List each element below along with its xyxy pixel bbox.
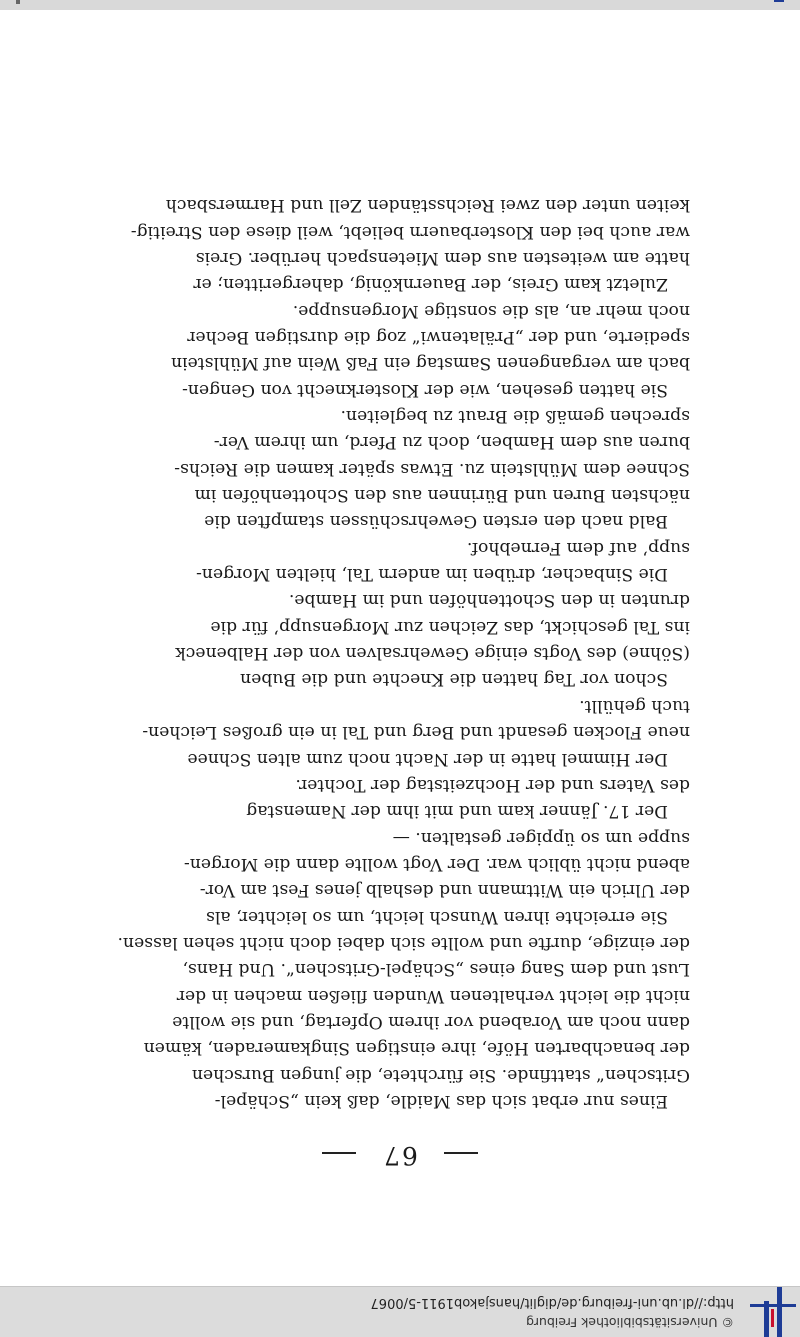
text-line: dann noch am Vorabend vor ihrem Opfertag, und sie wollte (172, 1011, 690, 1032)
text-line: Zuletzt kam Greis, der Bauernkönig, dahergeritten; er (193, 274, 668, 295)
text-line: sprechen gemäß die Braut zu begleiten. (340, 406, 690, 427)
text-line: Sie hatten gesehen, wie der Klosterknecht von Gengen- (182, 379, 668, 400)
text-line: nicht die leicht verhaltenen Wunden fließen machen in der (176, 985, 690, 1006)
page-number-dash-right (322, 1153, 356, 1155)
page-number-dash-left (444, 1153, 478, 1155)
text-line: der Ulrich ein Wittmann und deshalb jenes Fest am Vor- (199, 880, 690, 901)
text-line: Bald nach den ersten Gewehrschüssen stampften die (204, 511, 668, 532)
body-text (106, 192, 690, 1114)
text-line: neue Flocken gesandt und Berg und Tal in ein großes Leichen- (142, 722, 690, 743)
text-line: Die Sinbacher, drüben im andern Tal, hielten Morgen- (196, 564, 668, 585)
text-line: Schon vor Tag hatten die Knechte und die Buben (240, 669, 668, 690)
text-line: bach am vergangenen Samstag ein Faß Wein auf Mühlstein (171, 353, 690, 374)
text-line: spedierte, und der „Prälatenwi“ zog die durstigen Becher (187, 327, 690, 348)
text-line: Der Himmel hatte in der Nacht noch zum alten Schnee (187, 748, 668, 769)
text-line: abend nicht üblich war. Der Vogt wollte dann die Morgen- (183, 853, 690, 874)
text-line: der einzige, durfte und wollte sich dabei doch nicht sehen lassen. (117, 932, 690, 953)
scanned-page (0, 10, 800, 1286)
text-line: der benachbarten Höfe, ihre einstigen Singkameraden, kämen (143, 1038, 690, 1059)
text-line: Sie erreichte ihren Wunsch leicht, um so leichter, als (206, 906, 668, 927)
text-line: tuch gehüllt. (579, 695, 690, 716)
text-line: Der 17. Jänner kam und mit ihm der Namenstag (246, 801, 668, 822)
text-line: Lust und dem Sang eines „Schäpel-Gritschen“. Und Hans, (182, 959, 690, 980)
page-number (0, 1141, 800, 1170)
text-line: buren aus dem Hamben, doch zu Pferd, um ihrem Ver- (213, 432, 690, 453)
text-line: (Söhne) des Vogts einige Gewehrsalven von der Halbeneck (175, 643, 690, 664)
text-line: Gritschen“ stattfinde. Sie fürchtete, die jungen Burschen (191, 1064, 690, 1085)
library-footer (0, 1286, 800, 1337)
text-line: des Vaters und der Hochzeitstag der Tochter. (295, 774, 690, 795)
edge-marker (16, 0, 20, 4)
text-line: noch mehr an, als die sonstige Morgensuppe. (292, 300, 690, 321)
text-line: war auch bei den Klosterbauern beliebt, weil diese den Streitig- (130, 221, 690, 242)
text-line: Schnee dem Mühlstein zu. Etwas später kamen die Reichs- (174, 458, 690, 479)
text-line: nächsten Buren und Bürinnen aus den Schottenhöfen im (194, 485, 690, 506)
text-line: hatte am weitesten aus dem Mietenspach herüber. Greis (195, 248, 690, 268)
permalink-url[interactable]: http://dl.ub.uni-freiburg.de/diglit/hansjakob1911-5/0067 (370, 1295, 734, 1310)
text-line: ins Tal geschickt, das Zeichen zur Morgensupp’ für die (210, 616, 690, 637)
edge-marker-blue (774, 0, 784, 2)
page-number-value: 67 (382, 1141, 418, 1170)
university-logo-icon (750, 1287, 796, 1337)
text-line: keiten unter den zwei Reichsständen Zell und Harmersbach (165, 195, 690, 216)
footer-content (0, 1287, 800, 1337)
text-line: Eines nur erbat sich das Maidle, daß kein „Schäpel- (214, 1091, 668, 1111)
text-line: supp’ auf dem Fernebhof. (466, 537, 690, 558)
text-line: drunten in den Schottenhöfen und im Hambe. (288, 590, 690, 611)
copyright-notice: © Universitätsbibliothek Freiburg (526, 1315, 734, 1330)
text-line: suppe um so üppiger gestalten. — (392, 827, 690, 848)
